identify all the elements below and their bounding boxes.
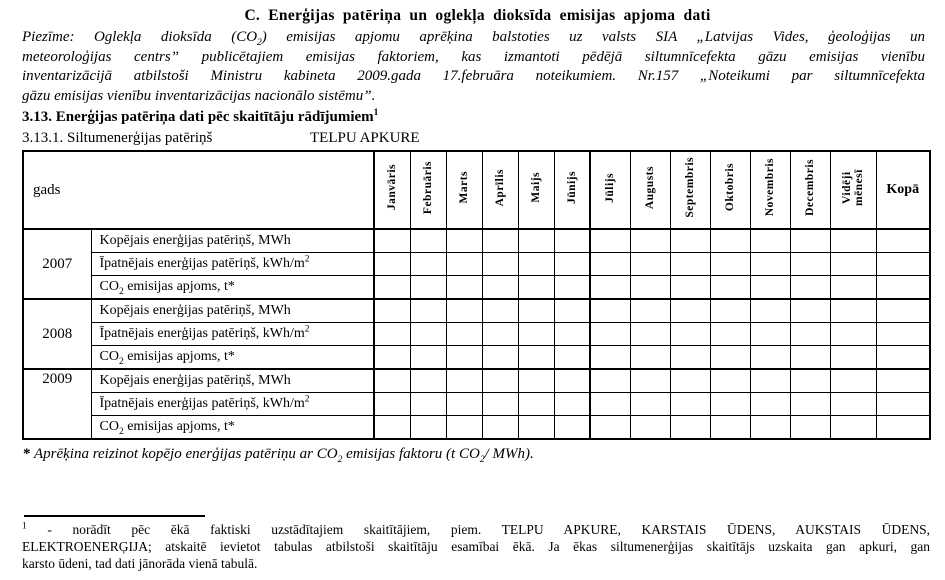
data-cell xyxy=(446,346,482,370)
data-cell xyxy=(630,369,670,393)
data-cell xyxy=(750,253,790,276)
month-label: Februāris xyxy=(422,160,434,215)
data-cell xyxy=(446,323,482,346)
data-cell xyxy=(830,299,876,323)
month-label: Oktobris xyxy=(724,163,736,212)
month-label: Marts xyxy=(458,171,470,204)
data-cell xyxy=(590,299,630,323)
data-cell xyxy=(876,253,930,276)
data-cell xyxy=(790,323,830,346)
data-cell xyxy=(670,369,710,393)
column-header-month xyxy=(670,151,710,229)
data-cell xyxy=(446,276,482,300)
metric-label-cell xyxy=(91,299,374,323)
data-cell xyxy=(876,346,930,370)
table-row xyxy=(23,253,930,276)
metric-label-cell xyxy=(91,346,374,370)
data-cell xyxy=(410,253,446,276)
data-cell xyxy=(374,253,410,276)
column-header-month xyxy=(482,151,518,229)
data-cell xyxy=(790,393,830,416)
table-row xyxy=(23,299,930,323)
subsection-row xyxy=(22,128,933,148)
table-row xyxy=(23,393,930,416)
data-cell xyxy=(518,369,554,393)
data-cell xyxy=(518,299,554,323)
month-label: Decembris xyxy=(804,159,816,216)
data-cell xyxy=(630,346,670,370)
data-cell xyxy=(750,369,790,393)
data-cell xyxy=(830,416,876,440)
data-cell xyxy=(790,229,830,253)
data-cell xyxy=(518,229,554,253)
data-cell xyxy=(482,253,518,276)
data-cell xyxy=(374,229,410,253)
data-cell xyxy=(670,253,710,276)
subscript-2: 2 xyxy=(118,426,124,437)
subscript-2: 2 xyxy=(257,38,262,48)
data-cell xyxy=(750,229,790,253)
data-cell xyxy=(710,229,750,253)
data-cell xyxy=(482,229,518,253)
data-cell xyxy=(830,323,876,346)
data-cell xyxy=(410,416,446,440)
superscript-2: 2 xyxy=(304,324,310,335)
metric-label: emisijas apjoms, t* xyxy=(123,349,235,364)
data-cell xyxy=(876,393,930,416)
metric-label: CO xyxy=(99,349,119,364)
data-cell xyxy=(518,323,554,346)
note-line xyxy=(22,28,925,48)
data-cell xyxy=(374,299,410,323)
note-text: ) emisijas apjomu aprēķina balstoties uz valsts SIA „Latvijas Vides, ģeoloģijas un xyxy=(261,29,925,45)
month-label: Aprīlis xyxy=(494,168,506,207)
year-cell: 2009 xyxy=(23,369,91,439)
data-cell xyxy=(482,416,518,440)
monthly-average-label: Vidēji mēnesī xyxy=(841,169,865,206)
column-header-month xyxy=(410,151,446,229)
metric-label: Kopējais enerģijas patēriņš, MWh xyxy=(99,233,291,248)
column-header-month xyxy=(630,151,670,229)
data-cell xyxy=(630,323,670,346)
data-cell xyxy=(374,416,410,440)
data-cell xyxy=(670,299,710,323)
note-line: meteoroloģijas centrs” publicētajiem emisijas faktoriem, kas izmantoti pēdējā siltumnīcefekta gāzu emisijas vienību xyxy=(22,48,925,65)
column-header-month xyxy=(750,151,790,229)
data-cell xyxy=(482,346,518,370)
data-cell xyxy=(790,416,830,440)
data-cell xyxy=(670,276,710,300)
data-cell xyxy=(554,229,590,253)
data-cell xyxy=(830,369,876,393)
column-header-month xyxy=(374,151,410,229)
subsection-heading: 3.13.1. Siltumenerģijas patēriņš xyxy=(22,130,213,146)
column-header-month xyxy=(590,151,630,229)
table-header-row xyxy=(23,151,930,229)
data-cell xyxy=(630,416,670,440)
data-cell xyxy=(482,369,518,393)
footnote-ref-1: 1 xyxy=(373,108,379,118)
month-label: Maijs xyxy=(530,172,542,203)
data-cell xyxy=(710,346,750,370)
data-cell xyxy=(482,276,518,300)
footnote-text: - norādīt pēc ēkā faktiski uzstādītajiem skaitītājiem, piem. TELPU APKURE, KARSTAIS ŪDENS, AUKSTAIS ŪDENS, xyxy=(26,522,930,537)
page-title: C. Enerģijas patēriņa un oglekļa dioksīda emisijas apjoma dati xyxy=(244,7,711,24)
data-cell xyxy=(410,346,446,370)
data-cell xyxy=(830,229,876,253)
data-cell xyxy=(710,369,750,393)
table-row xyxy=(23,416,930,440)
column-header-total: Kopā xyxy=(876,151,930,229)
note-paragraph xyxy=(22,28,925,106)
data-cell xyxy=(554,323,590,346)
metric-label: Īpatnējais enerģijas patēriņš, kWh/m xyxy=(99,256,305,271)
page-footnote xyxy=(22,521,930,572)
data-cell xyxy=(374,276,410,300)
data-cell xyxy=(750,393,790,416)
data-cell xyxy=(710,416,750,440)
data-cell xyxy=(670,323,710,346)
column-header-gads: gads xyxy=(23,151,374,229)
data-cell xyxy=(518,416,554,440)
data-cell xyxy=(750,276,790,300)
data-cell xyxy=(790,369,830,393)
data-cell xyxy=(374,346,410,370)
data-cell xyxy=(750,416,790,440)
data-cell xyxy=(554,369,590,393)
metric-label: Īpatnējais enerģijas patēriņš, kWh/m xyxy=(99,326,305,341)
data-cell xyxy=(590,253,630,276)
data-cell xyxy=(590,369,630,393)
metric-label: Īpatnējais enerģijas patēriņš, kWh/m xyxy=(99,396,305,411)
data-cell xyxy=(590,276,630,300)
metric-label-cell xyxy=(91,369,374,393)
column-header-month xyxy=(518,151,554,229)
metric-label-cell xyxy=(91,393,374,416)
data-cell xyxy=(410,276,446,300)
month-label: Augusts xyxy=(644,165,656,210)
data-cell xyxy=(554,416,590,440)
data-cell xyxy=(790,276,830,300)
data-cell xyxy=(518,253,554,276)
superscript-2: 2 xyxy=(304,394,310,405)
data-cell xyxy=(482,393,518,416)
data-cell xyxy=(410,393,446,416)
footnote-line xyxy=(22,521,930,538)
column-header-month xyxy=(554,151,590,229)
table-footnote-text: Aprēķina reizinot kopējo enerģijas patēriņu ar CO xyxy=(30,446,338,462)
data-cell xyxy=(670,346,710,370)
data-cell xyxy=(876,416,930,440)
meter-type-label: TELPU APKURE xyxy=(310,130,420,146)
data-cell xyxy=(876,276,930,300)
metric-label: CO xyxy=(99,279,119,294)
metric-label-cell xyxy=(91,416,374,440)
subscript-2: 2 xyxy=(479,455,485,465)
data-cell xyxy=(630,299,670,323)
note-text: Piezīme: Oglekļa dioksīda (CO xyxy=(22,29,258,45)
data-cell xyxy=(518,393,554,416)
metric-label: CO xyxy=(99,419,119,434)
data-cell xyxy=(410,323,446,346)
data-cell xyxy=(590,323,630,346)
table-row xyxy=(23,276,930,300)
data-cell xyxy=(446,229,482,253)
table-footnote-text: emisijas faktoru (t CO xyxy=(342,446,480,462)
data-cell xyxy=(630,229,670,253)
data-cell xyxy=(518,346,554,370)
table-footnote-text: / MWh). xyxy=(484,446,534,462)
metric-label-cell xyxy=(91,253,374,276)
section-heading-text: 3.13. Enerģijas patēriņa dati pēc skaitītāju rādījumiem xyxy=(22,109,374,125)
data-cell xyxy=(446,416,482,440)
data-cell xyxy=(630,253,670,276)
data-cell xyxy=(876,229,930,253)
data-cell xyxy=(876,323,930,346)
month-label: Janvāris xyxy=(386,164,399,211)
metric-label: emisijas apjoms, t* xyxy=(123,279,235,294)
data-cell xyxy=(790,253,830,276)
data-cell xyxy=(830,393,876,416)
column-header-month xyxy=(710,151,750,229)
data-cell xyxy=(830,276,876,300)
metric-label-cell xyxy=(91,229,374,253)
year-cell: 2008 xyxy=(23,299,91,369)
table-row xyxy=(23,346,930,370)
data-cell xyxy=(410,369,446,393)
data-cell xyxy=(410,229,446,253)
data-cell xyxy=(482,299,518,323)
data-cell xyxy=(710,393,750,416)
data-cell xyxy=(750,346,790,370)
superscript-2: 2 xyxy=(304,254,310,265)
data-cell xyxy=(830,346,876,370)
note-line: gāzu emisijas vienību inventarizācijas nacionālo sistēmu”. xyxy=(22,87,376,104)
metric-label-cell xyxy=(91,323,374,346)
data-cell xyxy=(830,253,876,276)
data-cell xyxy=(590,229,630,253)
data-cell xyxy=(554,253,590,276)
data-cell xyxy=(554,393,590,416)
month-label: Jūnijs xyxy=(565,170,578,205)
asterisk: * xyxy=(23,446,31,462)
subscript-2: 2 xyxy=(118,286,124,297)
column-header-monthly-average xyxy=(830,151,876,229)
section-heading xyxy=(22,108,933,127)
data-cell xyxy=(446,299,482,323)
data-cell xyxy=(374,369,410,393)
data-cell xyxy=(374,323,410,346)
footnote-line: karsto ūdeni, tad dati jānorāda vienā tabulā. xyxy=(22,556,258,571)
data-cell xyxy=(790,299,830,323)
data-cell xyxy=(876,299,930,323)
data-cell xyxy=(750,299,790,323)
table-row xyxy=(23,323,930,346)
metric-label: Kopējais enerģijas patēriņš, MWh xyxy=(99,303,291,318)
data-cell xyxy=(374,393,410,416)
footnote-divider-line xyxy=(24,515,205,517)
data-cell xyxy=(670,416,710,440)
month-label: Septembris xyxy=(684,157,696,218)
data-cell xyxy=(630,393,670,416)
metric-label: emisijas apjoms, t* xyxy=(123,419,235,434)
energy-consumption-table xyxy=(22,150,931,440)
footnote-marker-1: 1 xyxy=(22,521,27,532)
data-cell xyxy=(790,346,830,370)
data-cell xyxy=(590,416,630,440)
table-row xyxy=(23,369,930,393)
table-footnote xyxy=(23,445,933,464)
data-cell xyxy=(554,346,590,370)
data-cell xyxy=(670,393,710,416)
month-label: Novembris xyxy=(764,158,776,217)
data-cell xyxy=(554,276,590,300)
data-cell xyxy=(482,323,518,346)
data-cell xyxy=(554,299,590,323)
table-row xyxy=(23,229,930,253)
data-cell xyxy=(590,346,630,370)
data-cell xyxy=(670,229,710,253)
metric-label-cell xyxy=(91,276,374,300)
metric-label: Kopējais enerģijas patēriņš, MWh xyxy=(99,373,291,388)
data-cell xyxy=(410,299,446,323)
data-cell xyxy=(590,393,630,416)
column-header-month xyxy=(790,151,830,229)
data-cell xyxy=(446,393,482,416)
data-cell xyxy=(446,253,482,276)
subscript-2: 2 xyxy=(118,356,124,367)
data-cell xyxy=(876,369,930,393)
data-cell xyxy=(710,276,750,300)
year-cell: 2007 xyxy=(23,229,91,299)
data-cell xyxy=(446,369,482,393)
month-label: Jūlijs xyxy=(604,172,617,203)
subscript-2: 2 xyxy=(337,455,343,465)
data-cell xyxy=(518,276,554,300)
footnote-line: ELEKTROENERĢIJA; atskaitē ievietot tabulas atbilstoši skaitītāju esamībai ēkā. Ja ēkas siltumenerģijas skaitītājs uzskaita gan apkuri, gan xyxy=(22,539,930,554)
data-cell xyxy=(710,299,750,323)
data-cell xyxy=(750,323,790,346)
note-line: inventarizācijā atbilstoši Ministru kabineta 2009.gada 17.februāra noteikumiem. Nr.157 „Noteikumi par siltumnīcefekta xyxy=(22,68,925,84)
data-cell xyxy=(630,276,670,300)
data-cell xyxy=(710,253,750,276)
column-header-month xyxy=(446,151,482,229)
data-cell xyxy=(710,323,750,346)
